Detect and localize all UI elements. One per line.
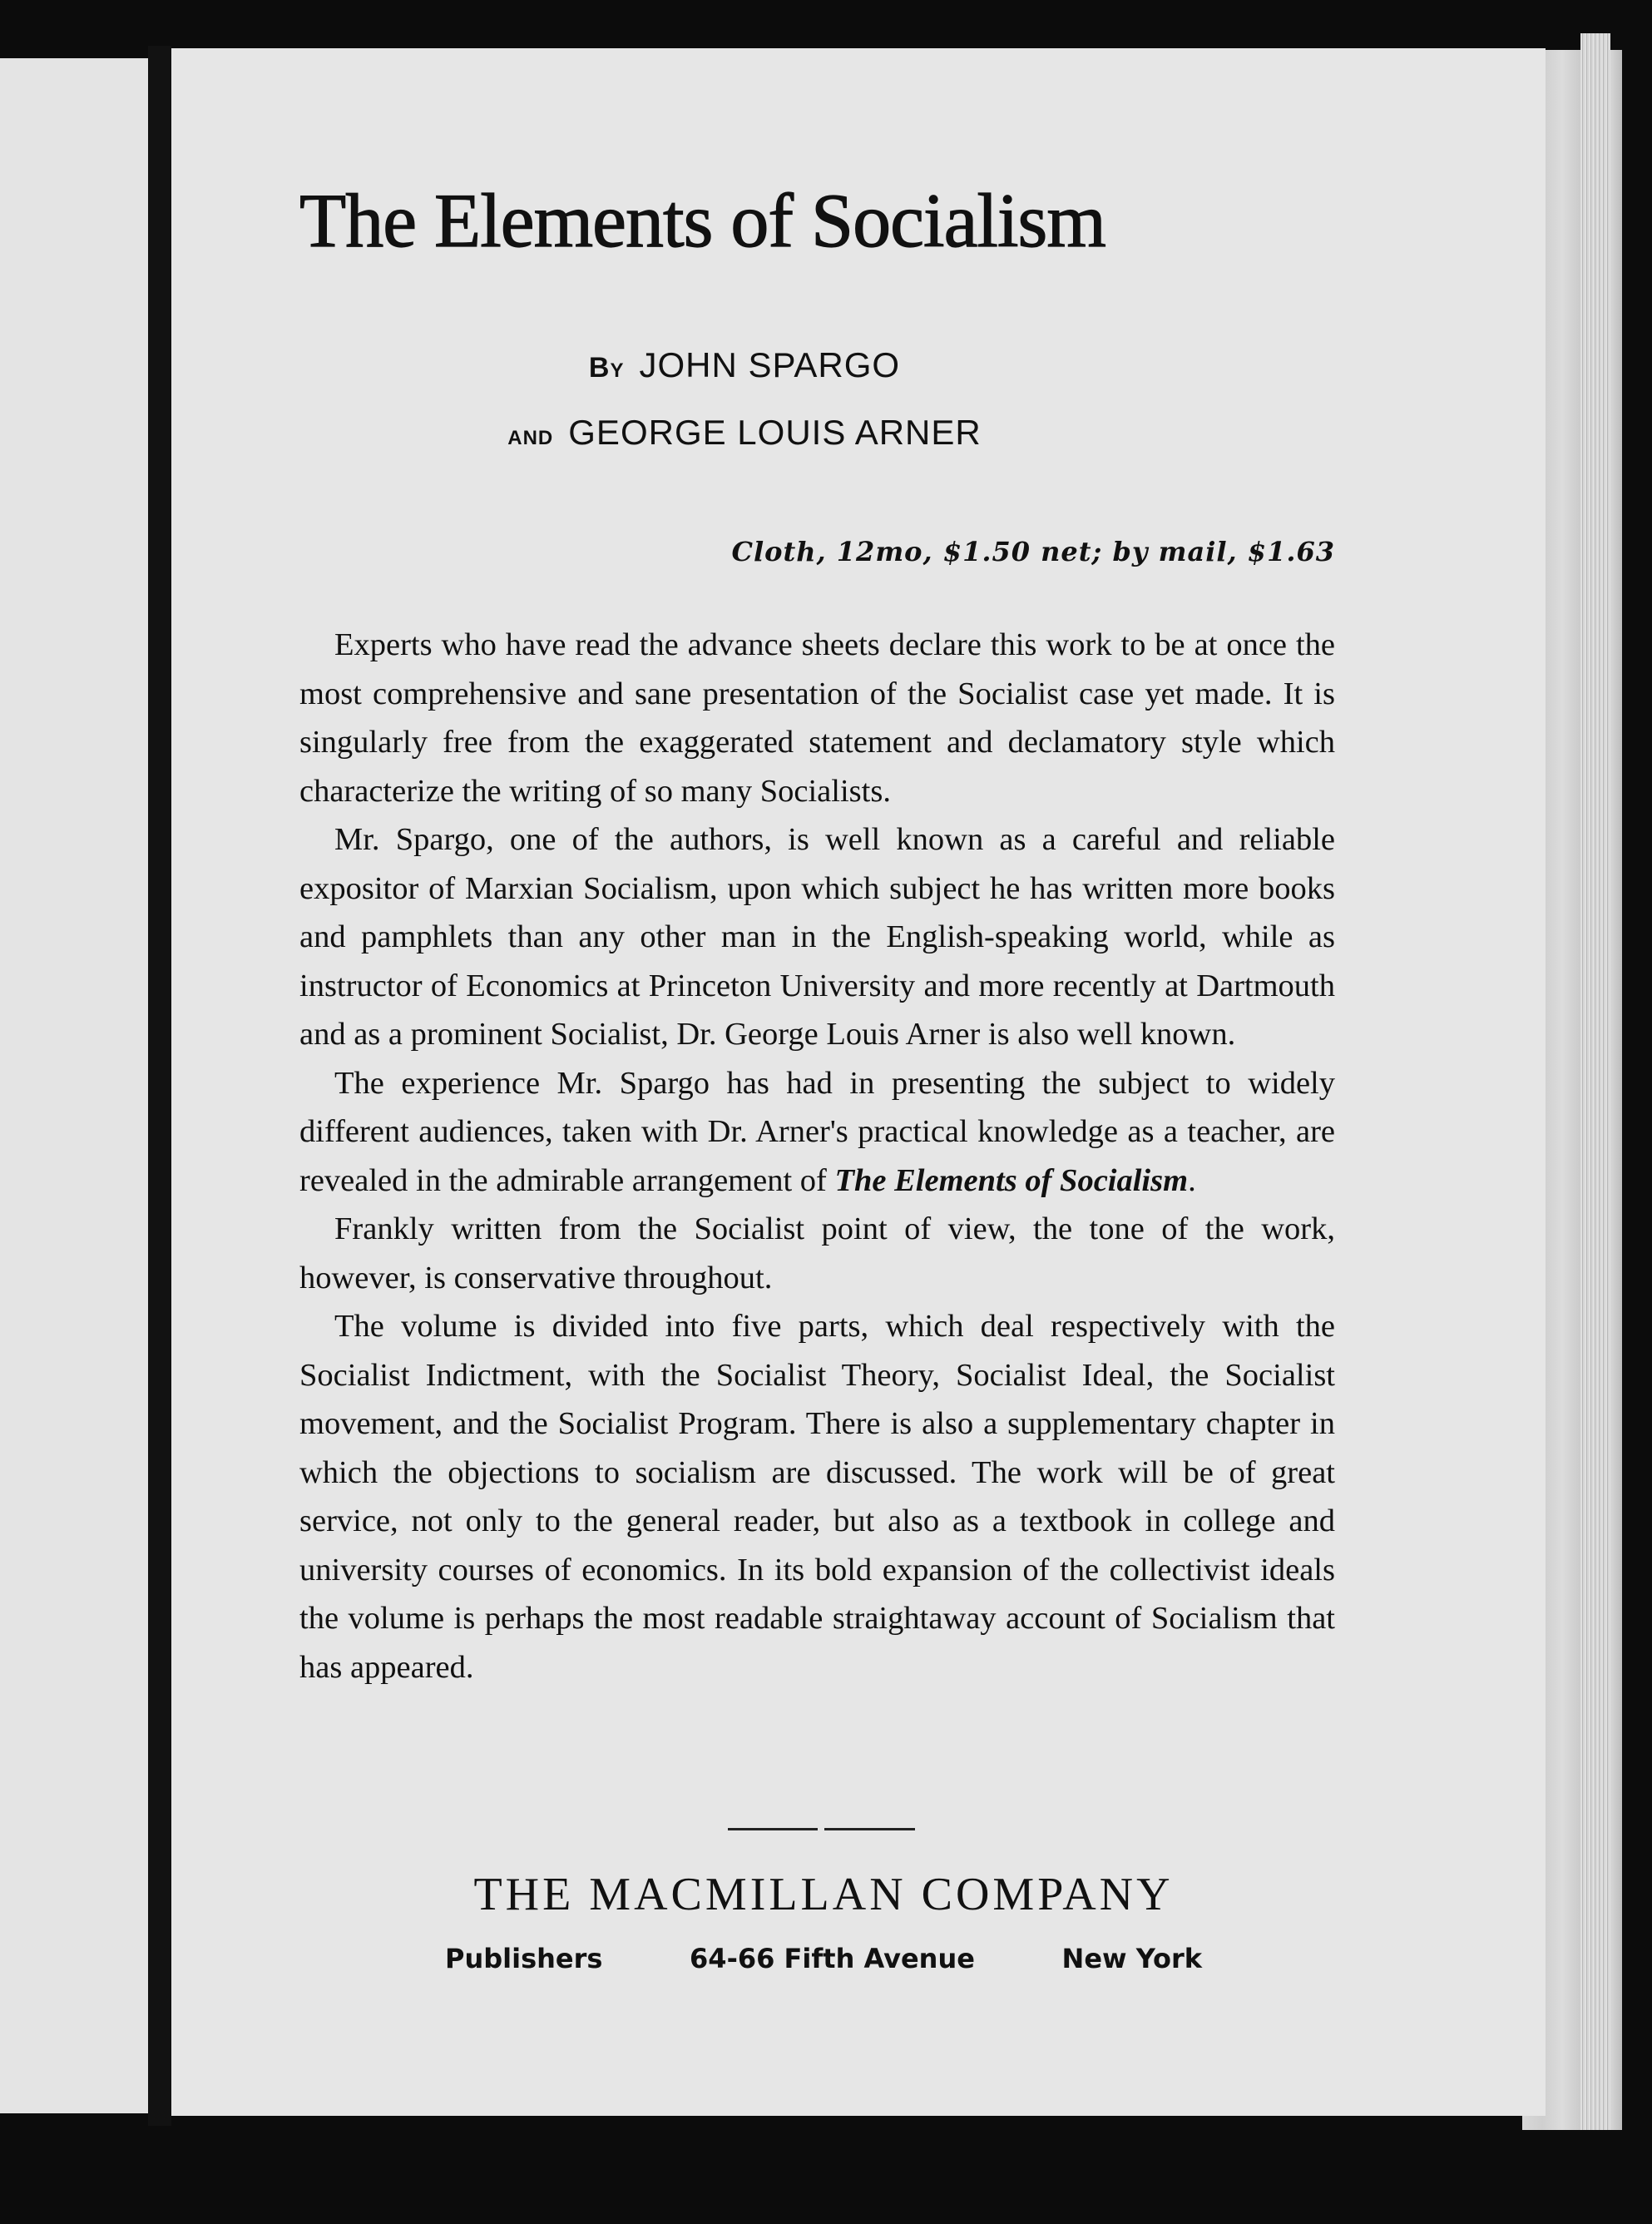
- paragraph-3: [299, 1059, 1335, 1206]
- author-line-1: [299, 333, 1190, 400]
- author-name-arner: GEORGE LOUIS ARNER: [568, 413, 982, 452]
- book-title-italic: The Elements of Socialism: [834, 1162, 1189, 1198]
- authors-block: [299, 333, 1190, 468]
- author-line-2: [299, 400, 1190, 468]
- price-line: Cloth, 12mo, $1.50 net; by mail, $1.63: [731, 536, 1335, 567]
- author-name-spargo: JOHN SPARGO: [639, 345, 901, 384]
- publisher-label: Publishers: [445, 1943, 603, 1974]
- paragraph-3-text: The experience Mr. Spargo has had in presenting the subject to widely different audiences, taken with Dr. Arner's practical knowledge as a teacher, are revealed in the admirable arrangement of: [299, 1065, 1335, 1198]
- publisher-city: New York: [1061, 1943, 1202, 1974]
- page-title: The Elements of Socialism: [299, 178, 1105, 263]
- description-text: [299, 621, 1335, 1692]
- paragraph-1: Experts who have read the advance sheets declare this work to be at once the most comprehensive and sane presentation of the Socialist case yet made. It is singularly free from the exaggerated statement and declamatory style which characterize the writing of so many Socialists.: [299, 627, 1335, 809]
- author-prefix-by: By: [588, 352, 625, 384]
- publisher-imprint: [445, 1943, 1202, 1974]
- book-gutter: [148, 46, 171, 2126]
- divider-rule: [728, 1828, 915, 1830]
- publisher-name: THE MACMILLAN COMPANY: [473, 1869, 1174, 1920]
- paragraph-4: Frankly written from the Socialist point of view, the tone of the work, however, is conservative throughout.: [299, 1211, 1335, 1295]
- publisher-address: 64-66 Fifth Avenue: [690, 1943, 975, 1974]
- paragraph-3-end: .: [1188, 1162, 1196, 1198]
- paragraph-2: Mr. Spargo, one of the authors, is well known as a careful and reliable expositor of Marxian Socialism, upon which subject he has written more books and pamphlets than any other man in the English-speaking world, while as instructor of Economics at Princeton University and more recently at Dartmouth and as a prominent Socialist, Dr. George Louis Arner is also well known.: [299, 822, 1335, 1052]
- page-content: [299, 175, 1339, 1692]
- facing-page: [0, 58, 148, 2113]
- page-stack-edge: [1580, 33, 1610, 2130]
- paragraph-5: The volume is divided into five parts, which deal respectively with the Socialist Indictment, with the Socialist Theory, Socialist Ideal, the Socialist movement, and the Socialist Program. There is also a supplementary chapter in which the objections to socialism are discussed. The work will be of great service, not only to the general reader, but also as a textbook in college and university courses of economics. In its bold expansion of the collectivist ideals the volume is perhaps the most readable straightaway account of Socialism that has appeared.: [299, 1309, 1335, 1685]
- author-prefix-and: and: [507, 419, 554, 451]
